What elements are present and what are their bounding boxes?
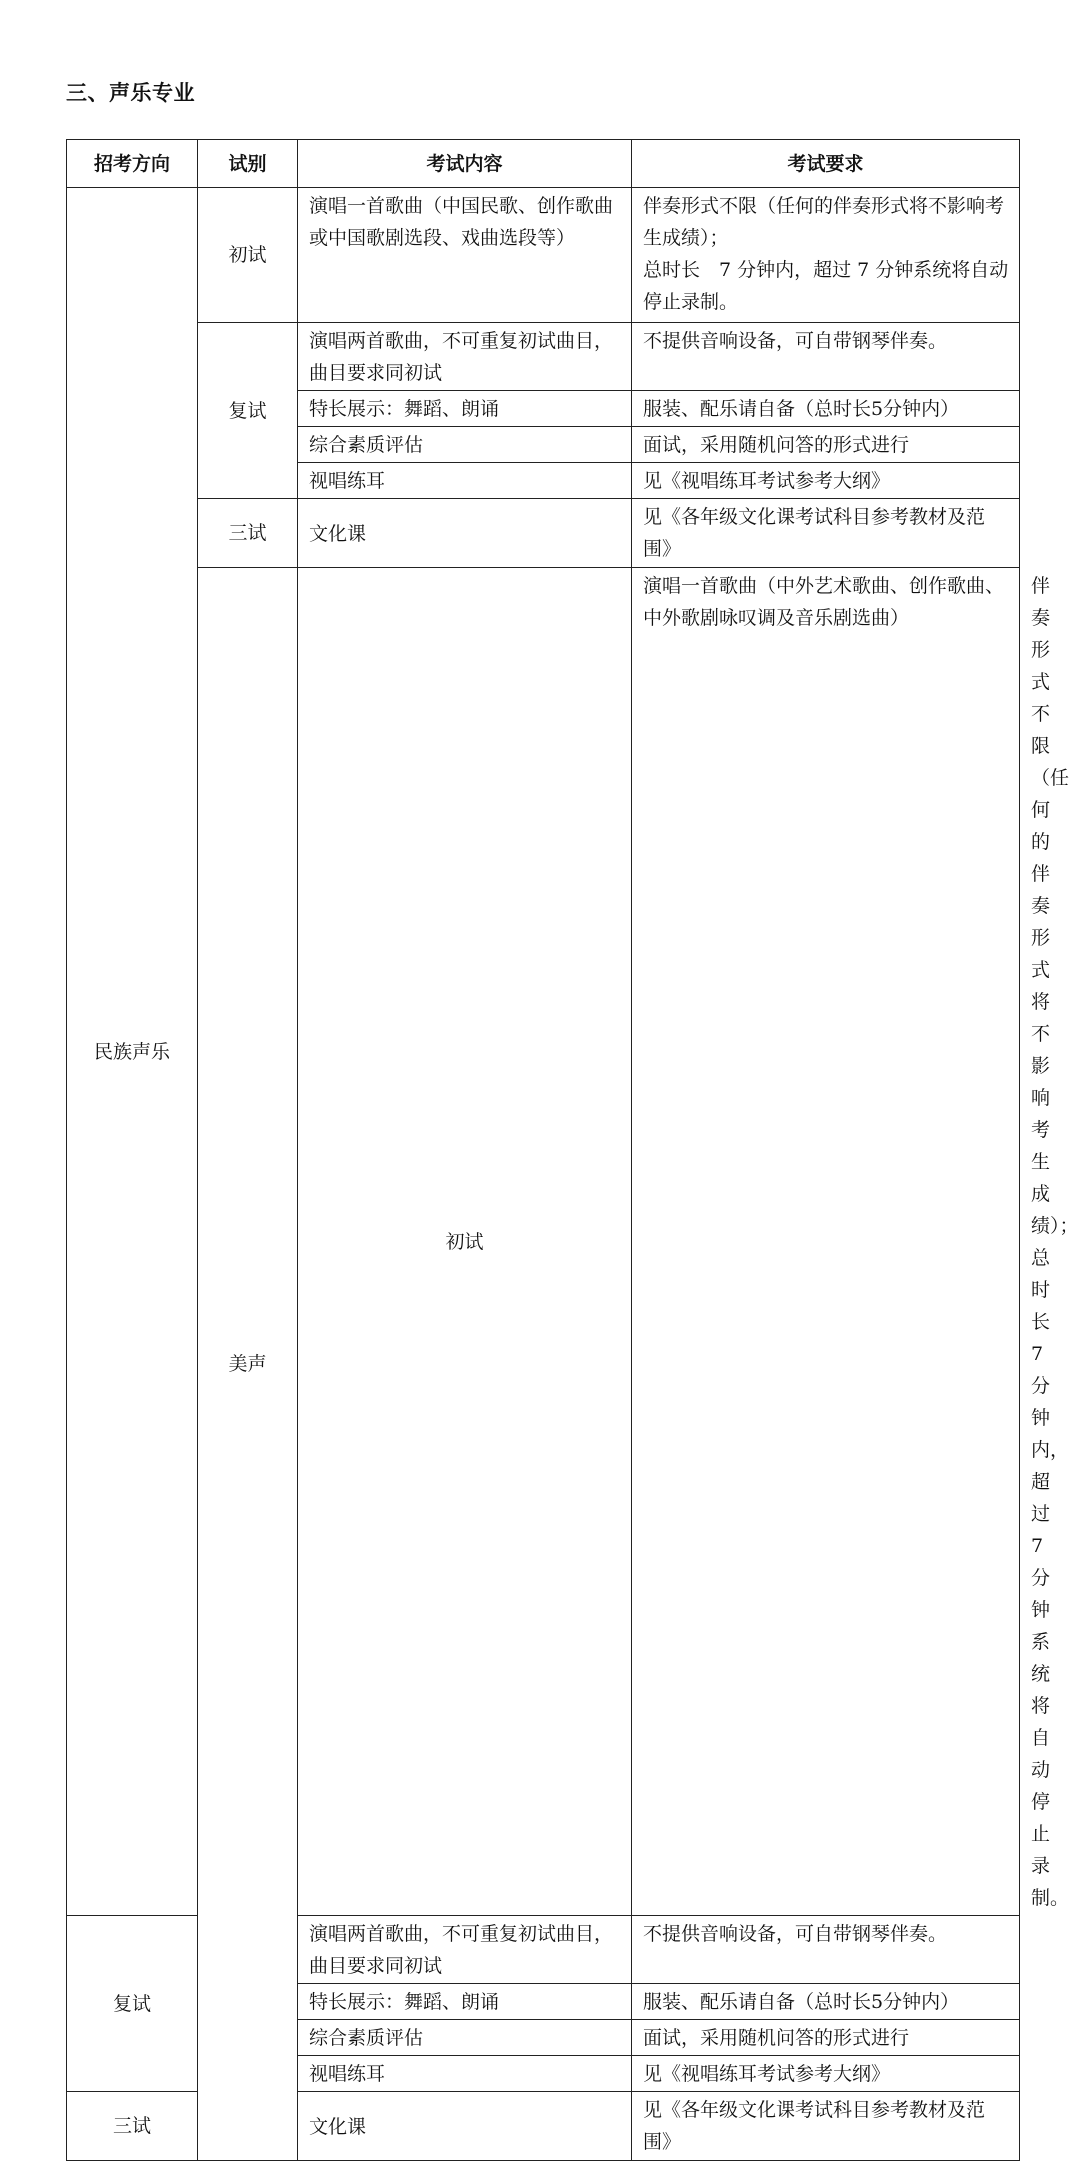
- round-cell: 复试: [67, 1916, 198, 2092]
- round-cell: 初试: [298, 568, 632, 1916]
- requirement-cell: 面试，采用随机问答的形式进行: [632, 427, 1020, 463]
- exam-requirements-table: [66, 139, 1079, 2161]
- header-direction: 招考方向: [67, 140, 198, 188]
- requirement-cell: 不提供音响设备，可自带钢琴伴奏。: [632, 323, 1020, 391]
- requirement-cell: [632, 188, 1020, 323]
- content-cell: 视唱练耳: [298, 463, 632, 499]
- header-requirement: 考试要求: [632, 140, 1020, 188]
- content-cell: 视唱练耳: [298, 2056, 632, 2092]
- round-cell: 初试: [198, 188, 298, 323]
- requirement-cell: 见《视唱练耳考试参考大纲》: [632, 463, 1020, 499]
- content-cell: 综合素质评估: [298, 427, 632, 463]
- requirement-cell: 面试，采用随机问答的形式进行: [632, 2020, 1020, 2056]
- header-round: 试别: [198, 140, 298, 188]
- content-cell: 演唱两首歌曲，不可重复初试曲目，曲目要求同初试: [298, 1916, 632, 1984]
- requirement-cell: 见《视唱练耳考试参考大纲》: [632, 2056, 1020, 2092]
- content-cell: 特长展示：舞蹈、朗诵: [298, 391, 632, 427]
- round-cell: 复试: [198, 323, 298, 499]
- requirement-line: 总时长 7 分钟内，超过 7 分钟系统将自动停止录制。: [643, 259, 1009, 313]
- requirement-cell: 服装、配乐请自备（总时长5分钟内）: [632, 391, 1020, 427]
- requirement-cell: 不提供音响设备，可自带钢琴伴奏。: [632, 1916, 1020, 1984]
- content-cell: 特长展示：舞蹈、朗诵: [298, 1984, 632, 2020]
- header-content: 考试内容: [298, 140, 632, 188]
- table-row: [67, 499, 1020, 568]
- content-cell: 文化课: [298, 499, 632, 568]
- requirement-cell: 见《各年级文化课考试科目参考教材及范围》: [632, 2092, 1020, 2161]
- requirement-cell: 服装、配乐请自备（总时长5分钟内）: [632, 1984, 1020, 2020]
- direction-cell: 民族声乐: [67, 188, 198, 1916]
- content-cell: 演唱一首歌曲（中国民歌、创作歌曲或中国歌剧选段、戏曲选段等）: [298, 188, 632, 323]
- table-header-row: [67, 140, 1020, 188]
- direction-cell: 美声: [198, 568, 298, 2161]
- requirement-line: 伴奏形式不限（任何的伴奏形式将不影响考生成绩）；: [643, 195, 1005, 249]
- table-row: [67, 188, 1020, 323]
- content-cell: 文化课: [298, 2092, 632, 2161]
- round-cell: 三试: [67, 2092, 198, 2161]
- section-title: 三、声乐专业: [66, 80, 195, 105]
- round-cell: 三试: [198, 499, 298, 568]
- content-cell: 演唱两首歌曲，不可重复初试曲目，曲目要求同初试: [298, 323, 632, 391]
- content-cell: 演唱一首歌曲（中外艺术歌曲、创作歌曲、中外歌剧咏叹调及音乐剧选曲）: [632, 568, 1020, 1916]
- content-cell: 综合素质评估: [298, 2020, 632, 2056]
- table-row: 美声 初试 演唱一首歌曲（中外艺术歌曲、创作歌曲、中外歌剧咏叹调及音乐剧选曲） 伴奏形式不限（任何的伴奏形式将不影响考生成绩）； 总时长 7 分钟内，超过 7 分钟系统将自动停止录制。: [67, 568, 1020, 1916]
- table-row: [67, 323, 1020, 391]
- requirement-cell: 见《各年级文化课考试科目参考教材及范围》: [632, 499, 1020, 568]
